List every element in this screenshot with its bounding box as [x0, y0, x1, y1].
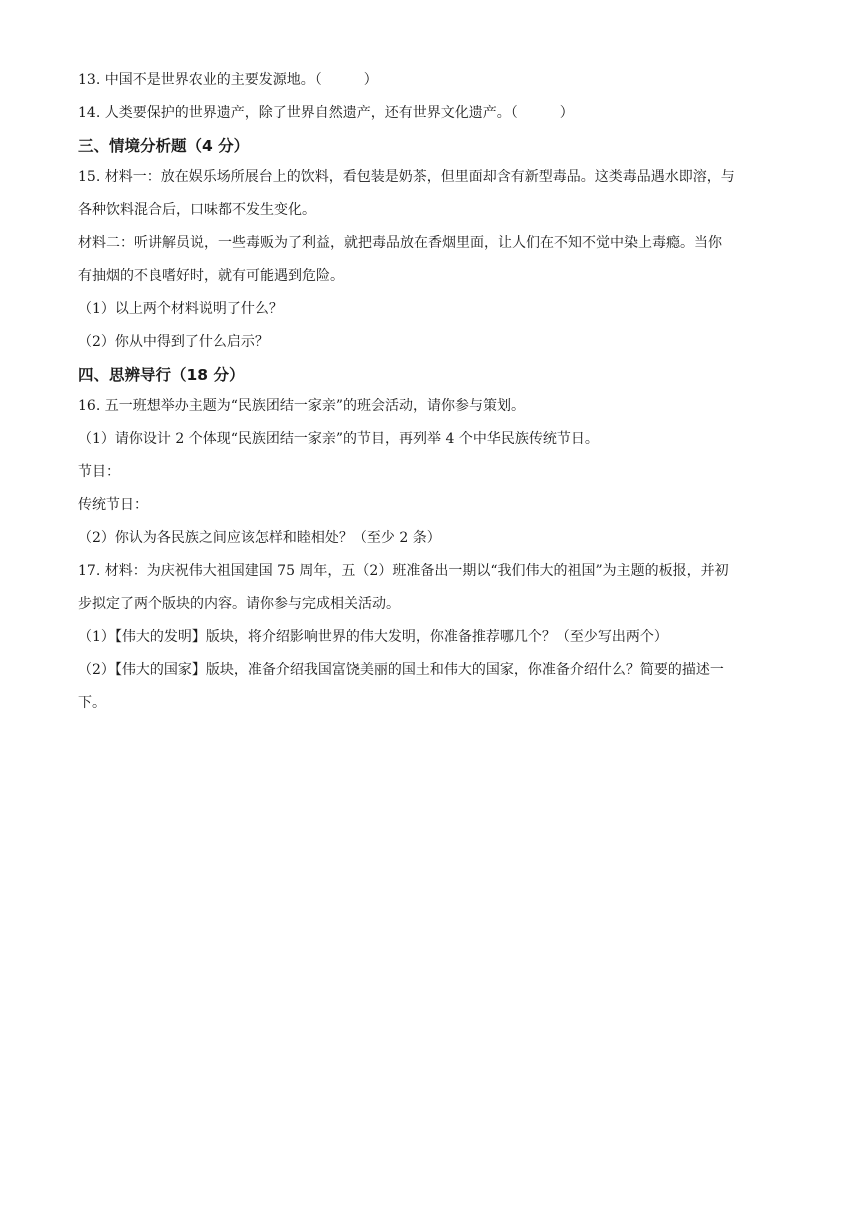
question-14: 14. 人类要保护的世界遗产，除了世界自然遗产，还有世界文化遗产。（ ） — [78, 105, 574, 121]
question-16-sub-2: （2）你认为各民族之间应该怎样和睦相处？（至少 2 条） — [78, 530, 441, 546]
question-16-stem: 16. 五一班想举办主题为“民族团结一家亲”的班会活动，请你参与策划。 — [78, 398, 526, 414]
question-15-sub-1: （1）以上两个材料说明了什么？ — [78, 301, 283, 317]
question-15-line-2: 各种饮料混合后，口味都不发生变化。 — [78, 202, 316, 218]
question-17-sub-2-line-1: （2）【伟大的国家】版块，准备介绍我国富饶美丽的国土和伟大的国家，你准备介绍什么？简要的描述一 — [78, 662, 724, 678]
question-15-material-2-line-1: 材料二：听讲解员说，一些毒贩为了利益，就把毒品放在香烟里面，让人们在不知不觉中染上毒瘾。当你 — [78, 235, 722, 251]
page-content — [78, 70, 790, 726]
question-16-programs-label: 节目： — [78, 464, 120, 480]
question-15-line-1: 15. 材料一：放在娱乐场所展台上的饮料，看包装是奶茶，但里面却含有新型毒品。这类毒品遇水即溶，与 — [78, 169, 735, 185]
section-4-heading: 四、思辨导行（18 分） — [78, 366, 245, 384]
question-15-material-2-line-2: 有抽烟的不良嗜好时，就有可能遇到危险。 — [78, 268, 344, 284]
question-17-sub-1: （1）【伟大的发明】版块，将介绍影响世界的伟大发明，你准备推荐哪几个？（至少写出两个） — [78, 629, 668, 645]
question-17-sub-2-line-2: 下。 — [78, 695, 106, 711]
question-16-sub-1: （1）请你设计 2 个体现“民族团结一家亲”的节目，再列举 4 个中华民族传统节日。 — [78, 431, 599, 447]
question-16-festivals-label: 传统节日： — [78, 497, 148, 513]
question-13: 13. 中国不是世界农业的主要发源地。（ ） — [78, 72, 378, 88]
question-17-line-2: 步拟定了两个版块的内容。请你参与完成相关活动。 — [78, 596, 400, 612]
section-3-heading: 三、情境分析题（4 分） — [78, 137, 250, 155]
question-17-line-1: 17. 材料：为庆祝伟大祖国建国 75 周年，五（2）班准备出一期以“我们伟大的祖国”为主题的板报，并初 — [78, 563, 729, 579]
question-15-sub-2: （2）你从中得到了什么启示？ — [78, 334, 269, 350]
